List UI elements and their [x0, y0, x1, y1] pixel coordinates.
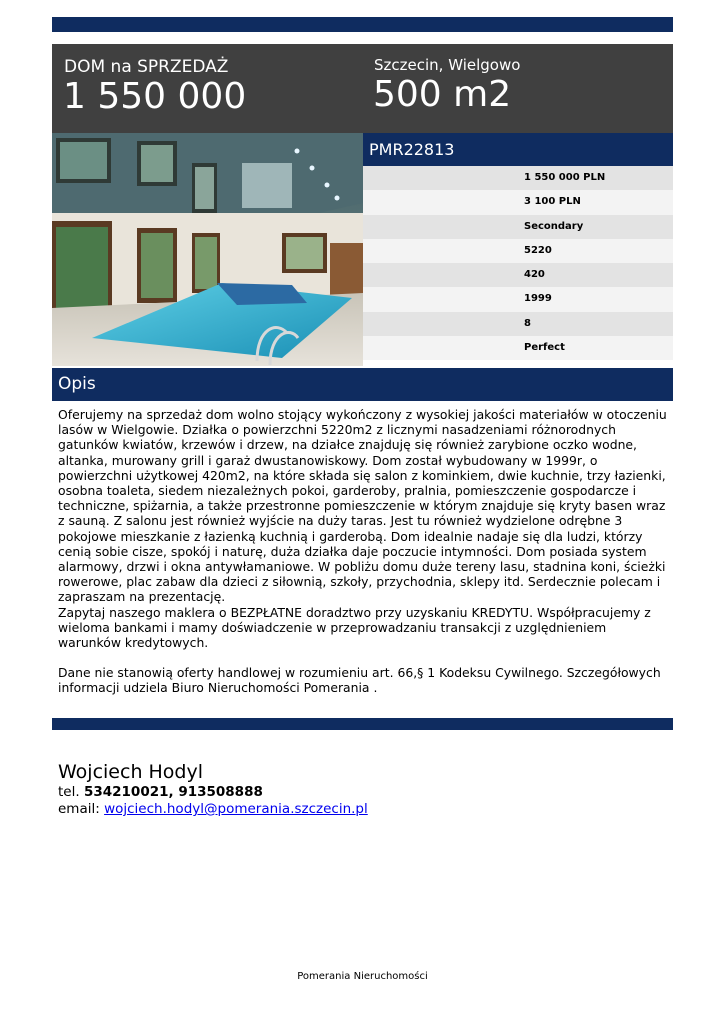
- agent-email: [58, 801, 368, 818]
- top-accent-bar: [52, 17, 673, 32]
- detail-row-price: 1 550 000 PLN: [363, 166, 673, 190]
- area-headline: 500 m2: [373, 74, 512, 115]
- listing-header: [52, 44, 673, 133]
- details-panel: [363, 133, 673, 366]
- property-photo: [52, 133, 363, 366]
- detail-row-condition: Perfect: [363, 336, 673, 360]
- offer-type: DOM na SPRZEDAŻ: [64, 57, 229, 77]
- phone-numbers: 534210021, 913508888: [83, 784, 263, 800]
- detail-row-year-built: 1999: [363, 287, 673, 311]
- email-link[interactable]: wojciech.hodyl@pomerania.szczecin.pl: [104, 801, 368, 817]
- price-headline: 1 550 000: [63, 76, 247, 117]
- detail-row-usable-area: 420: [363, 263, 673, 287]
- detail-row-market: Secondary: [363, 215, 673, 239]
- phone-label: tel.: [58, 784, 80, 800]
- detail-row-price-per-m2: 3 100 PLN: [363, 190, 673, 214]
- agent-phone: [58, 784, 368, 801]
- footer-company: Pomerania Nieruchomości: [297, 971, 428, 982]
- location: Szczecin, Wielgowo: [374, 56, 521, 74]
- disclaimer-paragraph: Dane nie stanowią oferty handlowej w rozumieniu art. 66,§ 1 Kodeksu Cywilnego. Szczegółowych informacji udziela Biuro Nieruchomości Pomerania .: [58, 665, 661, 696]
- agent-contact: [58, 760, 368, 818]
- listing-code: PMR22813: [363, 133, 673, 166]
- description-text: [58, 407, 670, 696]
- email-label: email:: [58, 801, 100, 817]
- description-paragraph: Oferujemy na sprzedaż dom wolno stojący wykończony z wysokiej jakości materiałów w otoczeniu lasów w Wielgowie. Działka o powierzchni 5220m2 z licznymi nasadzeniami różnorodnych gatunków kwiatów, krzewów i drzew, na działce znajduję się również zarybione oczko wodne, altanka, murowany grill i garaż dwustanowiskowy. Dom został wybudowany w 1999r, o powierzchni użytkowej 420m2, na które składa się salon z kominkiem, dwie kuchnie, trzy łazienki, osobna toaleta, siedem niezależnych pokoi, garderoby, pralnia, pomieszczenie gospodarcze i techniczne, spiżarnia, a także przestronne pomieszczenie w którym znajduje się kryty basen wraz z sauną. Z salonu jest również wyjście na duży taras. Jest tu również wydzielone odrębne 3 pokojowe mieszkanie z łazienką kuchnią i garderobą. Dom idealnie nadaje się dla ludzi, którzy cenią sobie cisze, spokój i naturę, duża działka daje poczucie intymności. Dom posiada system alarmowy, drzwi i okna antywłamaniowe. W pobliżu domu duże tereny lasu, stadnina koni, ścieżki rowerowe, plac zabaw dla dzieci z siłownią, szkoły, przychodnia, sklepy itd. Serdecznie polecam i zapraszam na prezentację.: [58, 407, 667, 605]
- detail-row-plot-area: 5220: [363, 239, 673, 263]
- bottom-accent-bar: [52, 718, 673, 730]
- agent-name: Wojciech Hodyl: [58, 761, 204, 783]
- credit-paragraph: Zapytaj naszego maklera o BEZPŁATNE doradztwo przy uzyskaniu KREDYTU. Współpracujemy z wieloma bankami i mamy doświadczenie w przeprowadzaniu transakcji z uzględnieniem warunków kredytowych.: [58, 604, 651, 651]
- detail-row-rooms: 8: [363, 312, 673, 336]
- description-heading: Opis: [52, 368, 673, 401]
